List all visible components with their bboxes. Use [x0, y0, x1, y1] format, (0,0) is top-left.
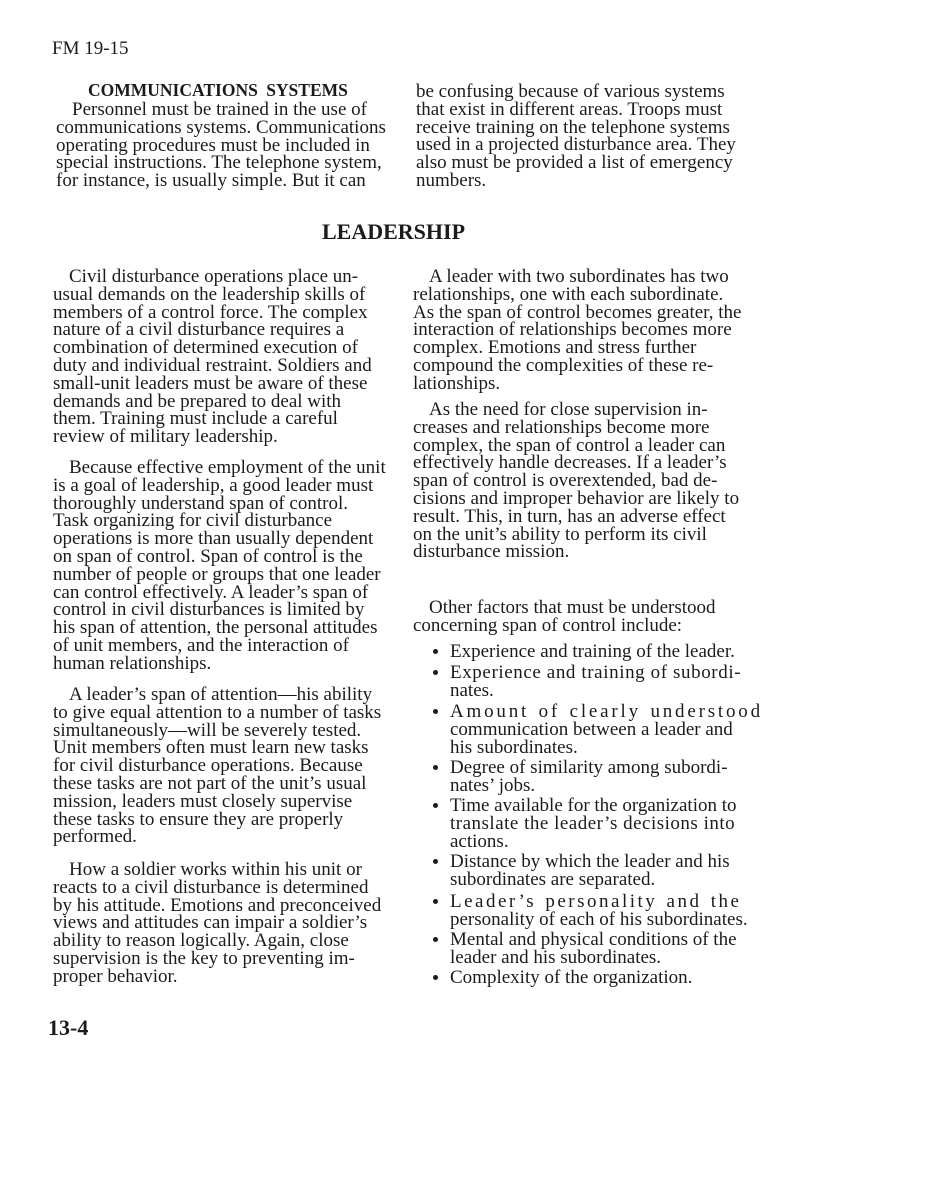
text-line: Other factors that must be understood [429, 597, 716, 618]
text-line: supervision is the key to preventing im- [53, 947, 355, 969]
text-line: them. Training must include a careful [53, 408, 338, 430]
text-line: relationships, one with each subordinate. [413, 283, 724, 305]
text-line: simultaneously—will be severely tested. [53, 719, 362, 741]
text-line: be confusing because of various systems [416, 81, 725, 102]
text-line: performed. [53, 826, 137, 848]
bullet-item [450, 797, 737, 850]
paragraph [413, 401, 739, 561]
bullet-text [450, 893, 748, 929]
bullet-text [450, 931, 737, 967]
paragraph [53, 268, 372, 446]
text-line: Distance by which the leader and his [450, 851, 730, 872]
bullet-icon [433, 649, 438, 654]
text-line: Task organizing for civil disturbance [53, 510, 333, 532]
text-line: translate the leader’s decisions into [450, 812, 736, 834]
text-line: these tasks are not part of the unit’s usual [53, 772, 367, 794]
bullet-text [450, 643, 735, 661]
paragraph-communications-left [56, 101, 386, 190]
text-line: Complexity of the organization. [450, 967, 693, 988]
bullet-icon [433, 765, 438, 770]
text-line: lationships. [413, 372, 501, 394]
text-line: views and attitudes can impair a soldier’s [53, 912, 368, 934]
text-line: complex, the span of control a leader can [413, 434, 726, 456]
bullet-text [450, 703, 763, 756]
text-line: proper behavior. [53, 965, 178, 987]
bullet-item [450, 759, 728, 795]
text-line: result. This, in turn, has an adverse effect [413, 505, 726, 527]
text-line: actions. [450, 830, 509, 852]
text-line: As the need for close supervision in- [429, 399, 708, 420]
bullet-text [450, 853, 730, 889]
text-line: numbers. [416, 169, 487, 191]
bullet-icon [433, 803, 438, 808]
bullet-text [450, 664, 741, 700]
bullet-item [450, 853, 730, 889]
bullet-text [450, 759, 728, 795]
text-line: creases and relationships become more [413, 416, 710, 438]
text-line: also must be provided a list of emergency [416, 152, 733, 174]
text-line: usual demands on the leadership skills of [53, 283, 366, 305]
bullet-item [450, 664, 741, 700]
paragraph [53, 861, 381, 986]
text-line: small-unit leaders must be aware of these [53, 372, 368, 394]
text-line: nature of a civil disturbance requires a [53, 319, 345, 341]
bullet-text [450, 797, 737, 850]
bullet-icon [433, 899, 438, 904]
text-line: ability to reason logically. Again, close [53, 930, 349, 952]
text-line: number of people or groups that one leader [53, 563, 381, 585]
text-line: receive training on the telephone systems [416, 116, 730, 138]
text-line: Personnel must be trained in the use of [72, 99, 367, 120]
text-line: members of a control force. The complex [53, 301, 368, 323]
bullet-icon [433, 709, 438, 714]
text-line: disturbance mission. [413, 541, 570, 563]
section-heading-leadership: LEADERSHIP [322, 219, 466, 244]
text-line: interaction of relationships becomes more [413, 319, 732, 341]
text-line: mission, leaders must closely supervise [53, 790, 353, 812]
bullet-item [450, 969, 692, 987]
text-line: Because effective employment of the unit [69, 457, 386, 478]
text-line: on span of control. Span of control is the [53, 545, 363, 567]
bullet-icon [433, 937, 438, 942]
text-line: human relationships. [53, 652, 212, 674]
text-line: reacts to a civil disturbance is determined [53, 876, 369, 898]
text-line: subordinates are separated. [450, 868, 656, 890]
text-line: As the span of control becomes greater, the [413, 301, 742, 323]
bullet-item [450, 893, 748, 929]
text-line: nates’ jobs. [450, 774, 536, 796]
text-line: Time available for the organization to [450, 795, 737, 816]
text-line: combination of determined execution of [53, 337, 358, 359]
text-line: operating procedures must be included in [56, 134, 370, 156]
text-line: operations is more than usually dependent [53, 528, 374, 550]
text-line: Mental and physical conditions of the [450, 929, 737, 950]
bullet-icon [433, 859, 438, 864]
page-number: 13-4 [48, 1015, 89, 1040]
section-heading-communications: COMMUNICATIONS SYSTEMS [88, 80, 348, 100]
text-line: to give equal attention to a number of tasks [53, 701, 382, 723]
bullet-icon [433, 670, 438, 675]
text-line: complex. Emotions and stress further [413, 337, 697, 359]
text-line: these tasks to ensure they are properly [53, 808, 344, 830]
text-line: demands and be prepared to deal with [53, 390, 342, 412]
text-line: Experience and training of the leader. [450, 641, 735, 662]
text-line: by his attitude. Emotions and preconceived [53, 894, 382, 916]
paragraph [53, 459, 386, 673]
text-line: nates. [450, 679, 494, 701]
text-line: Degree of similarity among subordi- [450, 757, 728, 778]
text-line: communication between a leader and [450, 718, 733, 740]
bullet-item [450, 931, 737, 967]
text-line: of unit members, and the interaction of [53, 634, 349, 656]
text-line: communications systems. Communications [56, 116, 386, 138]
text-line: used in a projected disturbance area. They [416, 134, 736, 156]
document-id: FM 19-15 [52, 38, 129, 59]
text-line: review of military leadership. [53, 426, 278, 448]
text-line: special instructions. The telephone system, [56, 152, 382, 174]
bullet-item [450, 643, 735, 661]
text-line: Civil disturbance operations place un- [69, 266, 359, 287]
text-line: his subordinates. [450, 736, 578, 758]
text-line: How a soldier works within his unit or [69, 859, 362, 880]
text-line: duty and individual restraint. Soldiers and [53, 354, 372, 376]
text-line: personality of each of his subordinates. [450, 908, 748, 930]
text-line: is a goal of leadership, a good leader must [53, 474, 374, 496]
text-line: leader and his subordinates. [450, 946, 662, 968]
paragraph [413, 268, 741, 393]
text-line: his span of attention, the personal attitudes [53, 617, 378, 639]
text-line: can control effectively. A leader’s span of [53, 581, 369, 603]
text-line: control in civil disturbances is limited by [53, 599, 365, 621]
paragraph-communications-right [416, 83, 736, 190]
text-line: compound the complexities of these re- [413, 354, 714, 376]
factors-intro [413, 599, 716, 635]
text-line: cisions and improper behavior are likely to [413, 487, 740, 509]
text-line: thoroughly understand span of control. [53, 492, 348, 514]
text-line: Amount of clearly understood [450, 701, 763, 722]
text-line: Experience and training of subordi- [450, 662, 742, 683]
text-line: concerning span of control include: [413, 614, 683, 636]
text-line: effectively handle decreases. If a leader’s [413, 452, 727, 474]
text-line: for civil disturbance operations. Because [53, 755, 363, 777]
paragraph [53, 686, 381, 846]
text-line: Unit members often must learn new tasks [53, 737, 369, 759]
bullet-item [450, 703, 763, 756]
text-line: for instance, is usually simple. But it can [56, 170, 366, 192]
text-line: on the unit’s ability to perform its civil [413, 523, 707, 545]
bullet-icon [433, 975, 438, 980]
text-line: Leader’s personality and the [450, 891, 742, 912]
text-line: A leader with two subordinates has two [429, 266, 729, 287]
text-line: A leader’s span of attention—his ability [69, 684, 373, 705]
text-line: span of control is overextended, bad de- [413, 470, 718, 492]
text-line: that exist in different areas. Troops must [416, 98, 723, 120]
bullet-text [450, 969, 692, 987]
